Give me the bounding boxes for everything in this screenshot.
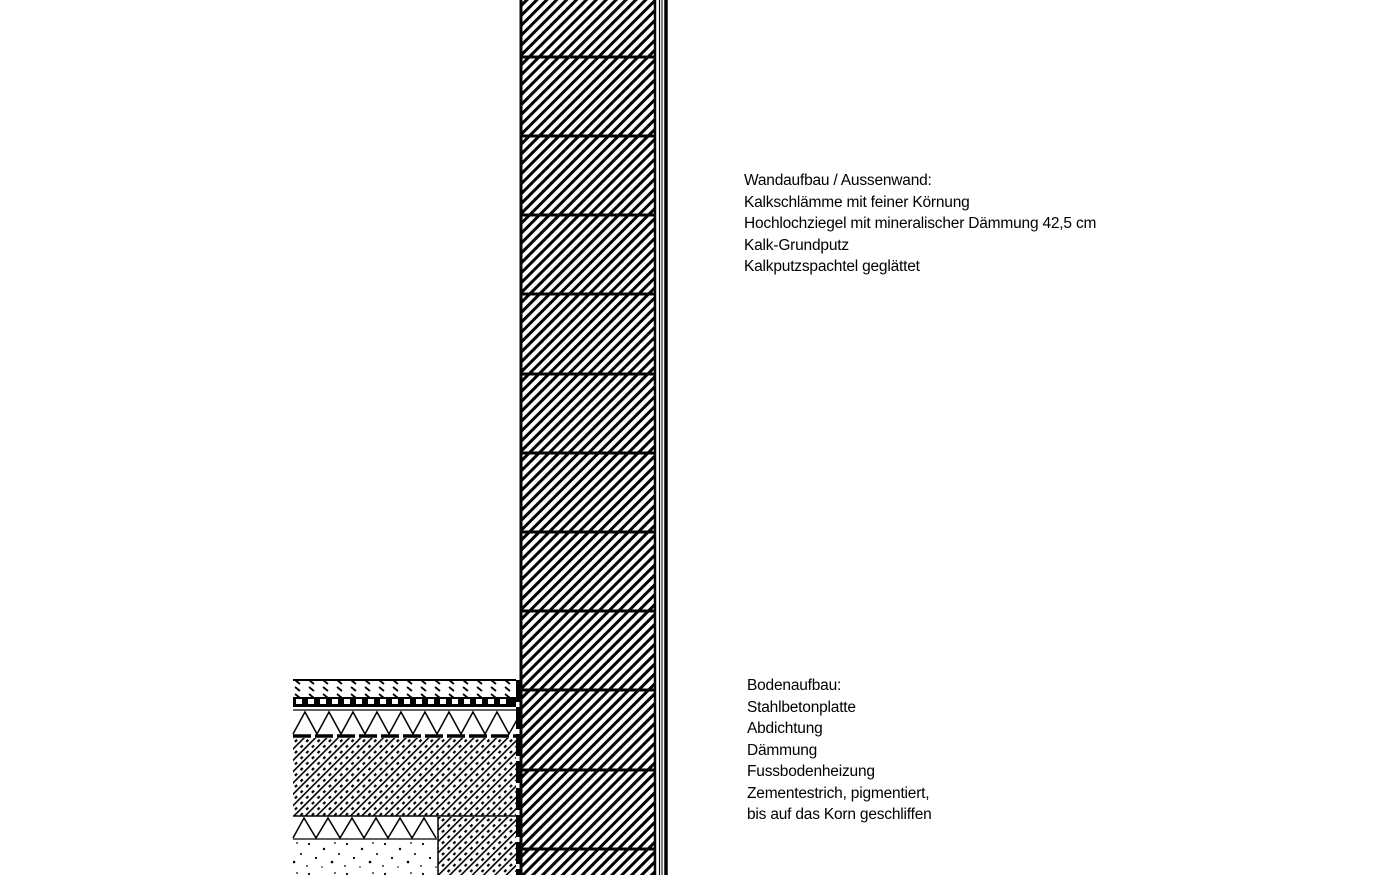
floor-layer: Stahlbetonplatte: [747, 698, 856, 716]
floor-buildup: [293, 680, 518, 875]
wall-layer: Kalk-Grundputz: [744, 236, 849, 254]
wall-layer: Hochlochziegel mit mineralischer Dämmung 42,5 cm: [744, 215, 1097, 232]
floor-layer: Fussbodenheizung: [747, 763, 875, 780]
wall-layer: Kalkputzspachtel geglättet: [744, 258, 920, 275]
wall-layer: Kalkschlämme mit feiner Körnung: [744, 193, 970, 211]
floor-layer: bis auf das Korn geschliffen: [747, 806, 932, 823]
exterior-wall: [521, 0, 666, 875]
floor-buildup-annotation: [747, 675, 932, 826]
wall-buildup-title: Wandaufbau / Aussenwand:: [744, 172, 932, 189]
wall-buildup-annotation: [744, 170, 1096, 278]
floor-buildup-title: Bodenaufbau:: [747, 677, 842, 694]
floor-layer: Abdichtung: [747, 720, 823, 737]
floor-layer: Dämmung: [747, 741, 818, 759]
interior-plaster: [660, 0, 667, 875]
floor-layer: Zementestrich, pigmentiert,: [747, 784, 930, 802]
